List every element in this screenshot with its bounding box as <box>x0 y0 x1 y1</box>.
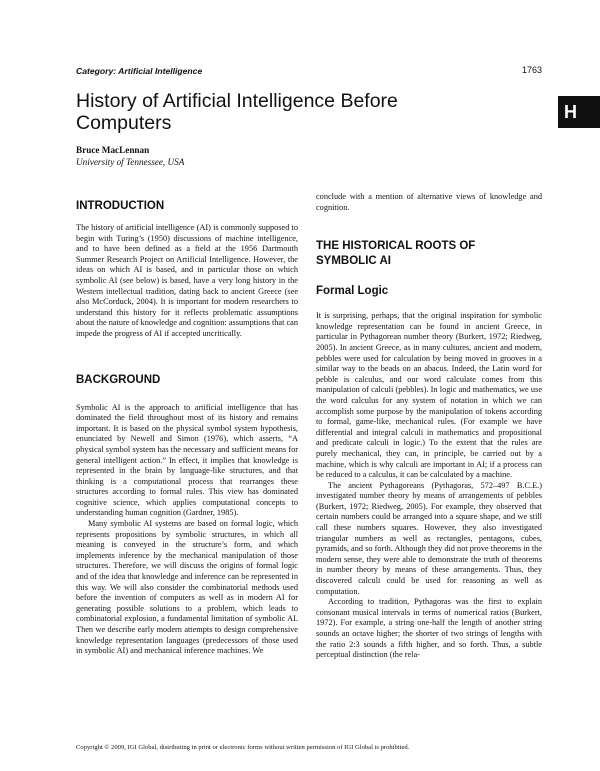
background-paragraph-2: Many symbolic AI systems are based on formal logic, which represents propositions by symbolic structures, in which all meaning is conveyed in the structure’s form, and which implements inference by the mechanical manipulation of those structures. Therefore, we will discuss the origins of formal logic and of the idea that knowledge and inference can be represented in this way. We will also consider the combinatorial methods used before the invention of computers as well as in modern AI for generating possible solutions to a problem, which leads to combinatorial explosion, a fundamental limitation of symbolic AI. Then we describe early modern attempts to design comprehensive knowledge representation languages (predecessors of those used in symbolic AI) and mechanical inference machines. We <box>76 519 298 656</box>
article-title: History of Artificial Intelligence Before Computers <box>76 90 398 134</box>
page-number: 1763 <box>521 65 542 75</box>
category-label: Category: Artificial Intelligence <box>76 66 203 76</box>
right-column <box>316 192 542 661</box>
formal-logic-paragraph-1: It is surprising, perhaps, that the original inspiration for symbolic knowledge representation can be found in ancient Greece, in particular in Pythagorean number theory (Burkert, 1972; Riedweg, 2005). In ancient Greece, as in many cultures, ancient and modern, pebbles were used for calculation by being moved in grooves in a similar way to the beads on an abacus. Indeed, the Latin word for pebble is calculus, and our word calculate comes from this manipulation of calculi (pebbles). In logic and mathematics, we use the word calculus for any system of notation in which we can accomplish some purpose by the manipulation of tokens according to formal, game-like, mechanical rules. (For example we have differential and integral calculi in mathematics and propositional and predicate calculi in logic.) To the extent that the rules are purely mechanical, they can, in principle, be carried out by a machine, which is why calculi are important in AI; if a process can be reduced to a calculus, it can be calculated by a machine. <box>316 311 542 480</box>
formal-logic-paragraph-3: According to tradition, Pythagoras was the first to explain consonant musical intervals in terms of numerical ratios (Burkert, 1972). For example, a string one-half the length of another string sounds an octave higher; the shorter of two strings of lengths with the ratio 2:3 sounds a fifth higher, and so forth. Thus, a subtle perceptual distinction (the rela- <box>316 597 542 660</box>
introduction-heading: INTRODUCTION <box>76 200 165 212</box>
copyright-footer: Copyright © 2009, IGI Global, distributing in print or electronic forms without written permission of IGI Global is prohibited. <box>76 744 410 751</box>
historical-roots-heading: THE HISTORICAL ROOTS OF SYMBOLIC AI <box>316 240 476 268</box>
introduction-paragraph: The history of artificial intelligence (AI) is commonly supposed to begin with Turing’s (1950) discussions of machine intelligence, and to have been defined as a field at the 1956 Dartmouth Summer Research Project on Artificial Intelligence. However, the ideas on which AI is based, and in particular those on which symbolic AI (see below) is based, have a very long history in the Western intellectual tradition, dating back to ancient Greece (see also McCorduck, 2004). It is important for modern researchers to understand this history for it reflects problematic assumptions about the nature of knowledge and cognition: assumptions that can impede the progress of AI if accepted uncritically. <box>76 223 298 338</box>
background-heading: BACKGROUND <box>76 373 161 386</box>
formal-logic-heading: Formal Logic <box>316 285 389 298</box>
formal-logic-paragraph-2: The ancient Pythagoreans (Pythagoras, 572–497 B.C.E.) investigated number theory by means of arrangements of pebbles (Burkert, 1972; Riedweg, 2005). For example, they observed that certain numbers could be arranged into a square shape, and we still call these numbers squares. However, they also investigated triangular numbers as well as rectangles, pentagons, cubes, pyramids, and so forth. Although they did not prove theorems in the modern sense, they were able to demonstrate the truth of theorems in number theory by means of these arrangements. Thus, they discovered calculi could be used for reasoning as well as computation. <box>316 480 542 596</box>
author-name: Bruce MacLennan <box>76 145 150 155</box>
section-tab: H <box>558 96 600 128</box>
author-affiliation: University of Tennessee, USA <box>76 157 185 167</box>
left-column <box>76 200 298 657</box>
background-paragraph-1: Symbolic AI is the approach to artificial intelligence that has dominated the field throughout most of its history and remains important. It is based on the physical symbol system hypothesis, enunciated by Newell and Simon (1976), which asserts, “A physical symbol system has the necessary and sufficient means for general intelligent action.” In effect, it implies that knowledge is represented in the brain by language-like structures, and that thinking is a computational process that rearranges these structures according to formal rules. This view has dominated cognitive science, which applies computational concepts to understanding human cognition (Gardner, 1985). <box>76 402 298 518</box>
continuation-paragraph: conclude with a mention of alternative views of knowledge and cognition. <box>316 192 542 212</box>
